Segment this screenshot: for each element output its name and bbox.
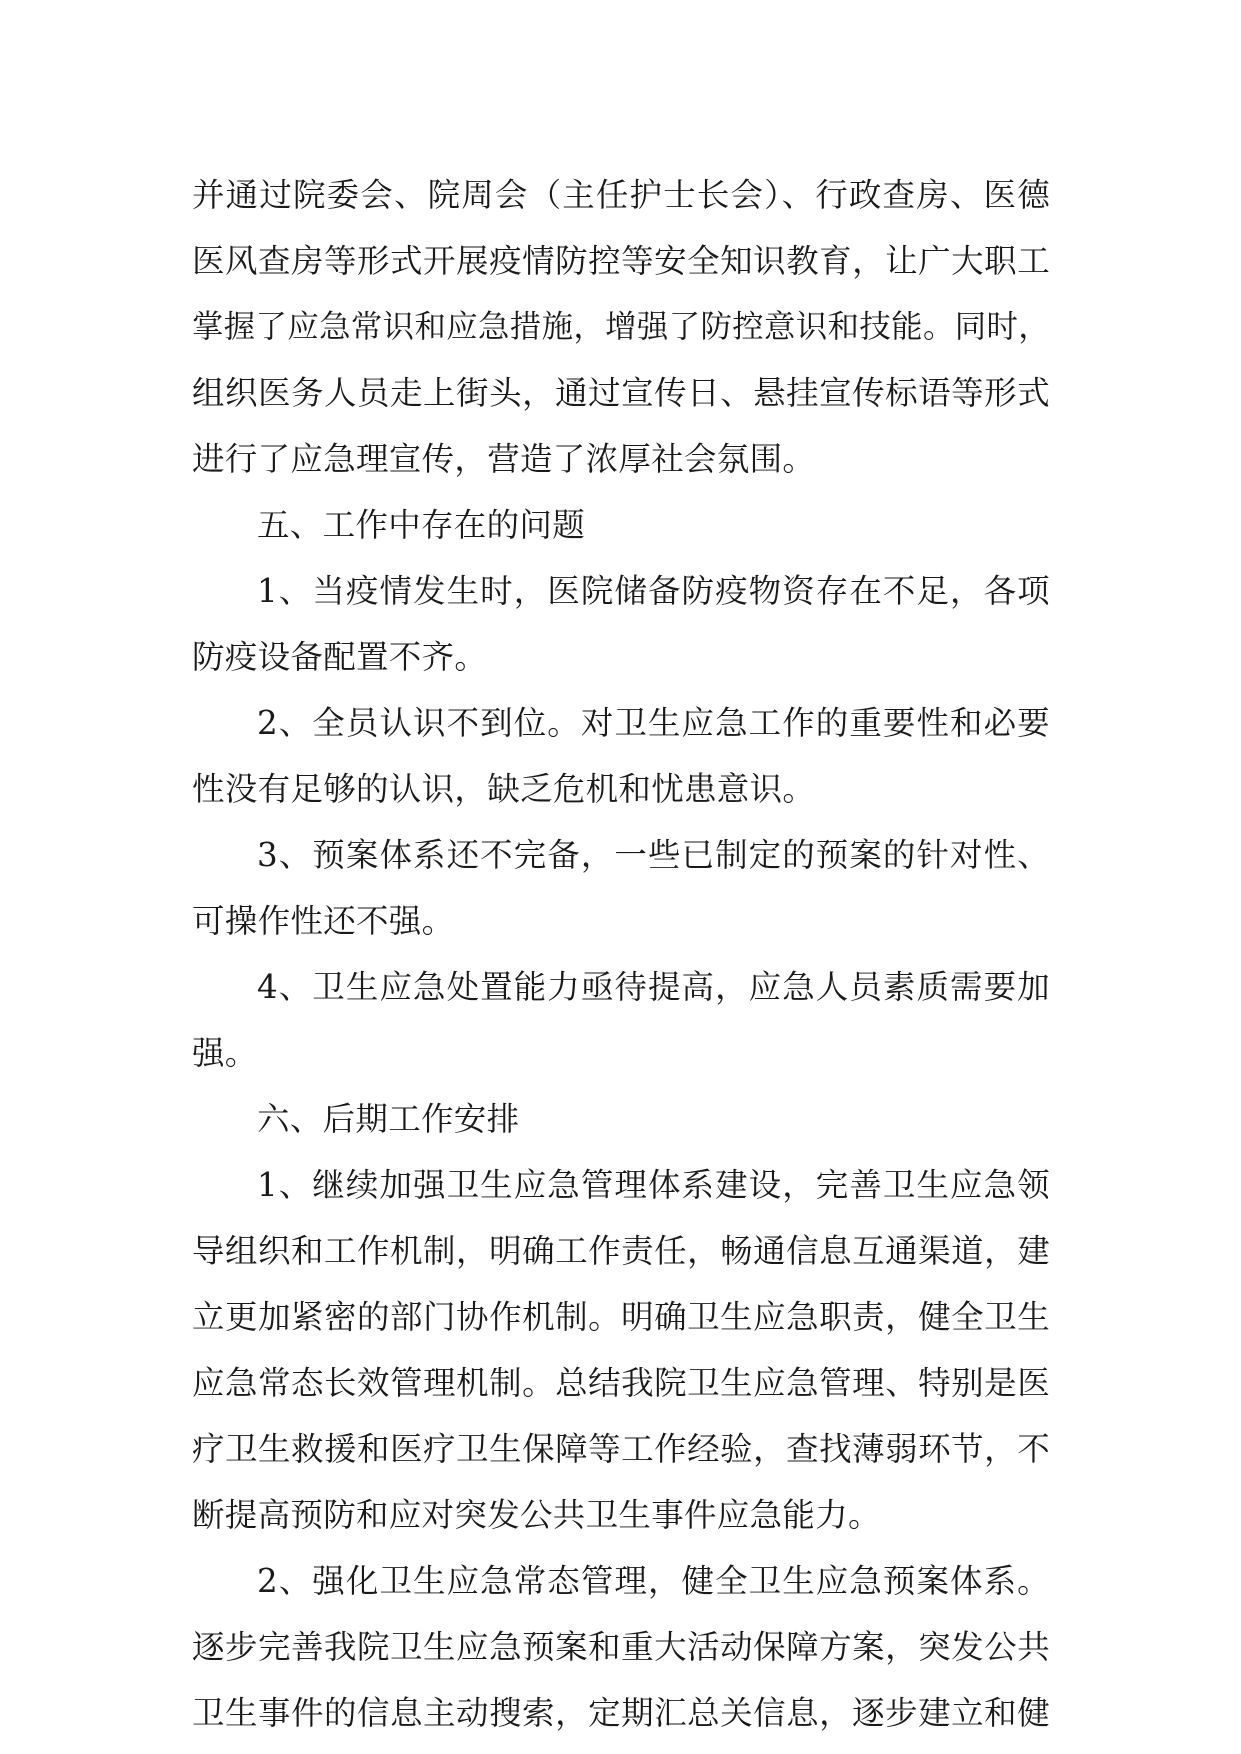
body-text-line: 卫生事件的信息主动搜索，定期汇总关信息，逐步建立和健 [192, 1694, 1050, 1732]
body-text-line: 性没有足够的认识，缺乏危机和忧患意识。 [192, 770, 816, 808]
body-text-line: 1、继续加强卫生应急管理体系建设，完善卫生应急领 [257, 1166, 1050, 1204]
body-text-line: 疗卫生救援和医疗卫生保障等工作经验，查找薄弱环节，不 [192, 1430, 1050, 1468]
body-text-line: 2、强化卫生应急常态管理，健全卫生应急预案体系。 [257, 1562, 1050, 1600]
section-heading-problems: 五、工作中存在的问题 [257, 506, 586, 544]
body-text-line: 进行了应急理宣传，营造了浓厚社会氛围。 [192, 440, 816, 478]
body-text-line: 强。 [192, 1034, 258, 1072]
body-text-line: 3、预案体系还不完备，一些已制定的预案的针对性、 [257, 836, 1050, 874]
body-text-line: 组织医务人员走上街头，通过宣传日、悬挂宣传标语等形式 [192, 374, 1050, 412]
body-text-line: 1、当疫情发生时，医院储备防疫物资存在不足，各项 [257, 572, 1050, 610]
body-text-line: 逐步完善我院卫生应急预案和重大活动保障方案，突发公共 [192, 1628, 1050, 1666]
body-text-line: 立更加紧密的部门协作机制。明确卫生应急职责，健全卫生 [192, 1298, 1050, 1336]
body-text-line: 2、全员认识不到位。对卫生应急工作的重要性和必要 [257, 704, 1050, 742]
body-text-line: 医风查房等形式开展疫情防控等安全知识教育，让广大职工 [192, 242, 1050, 280]
section-heading-plans: 六、后期工作安排 [257, 1100, 520, 1138]
body-text-line: 应急常态长效管理机制。总结我院卫生应急管理、特别是医 [192, 1364, 1050, 1402]
document-body [192, 162, 1050, 1746]
body-text-line: 掌握了应急常识和应急措施，增强了防控意识和技能。同时， [192, 309, 1050, 345]
body-text-line: 导组织和工作机制，明确工作责任，畅通信息互通渠道，建 [192, 1232, 1050, 1270]
body-text-line: 4、卫生应急处置能力亟待提高，应急人员素质需要加 [257, 968, 1050, 1006]
body-text-line: 防疫设备配置不齐。 [192, 638, 488, 676]
body-text-line: 可操作性还不强。 [192, 902, 455, 940]
body-text-line: 并通过院委会、院周会（主任护士长会）、行政查房、医德 [192, 176, 1050, 214]
body-text-line: 断提高预防和应对突发公共卫生事件应急能力。 [192, 1496, 881, 1534]
